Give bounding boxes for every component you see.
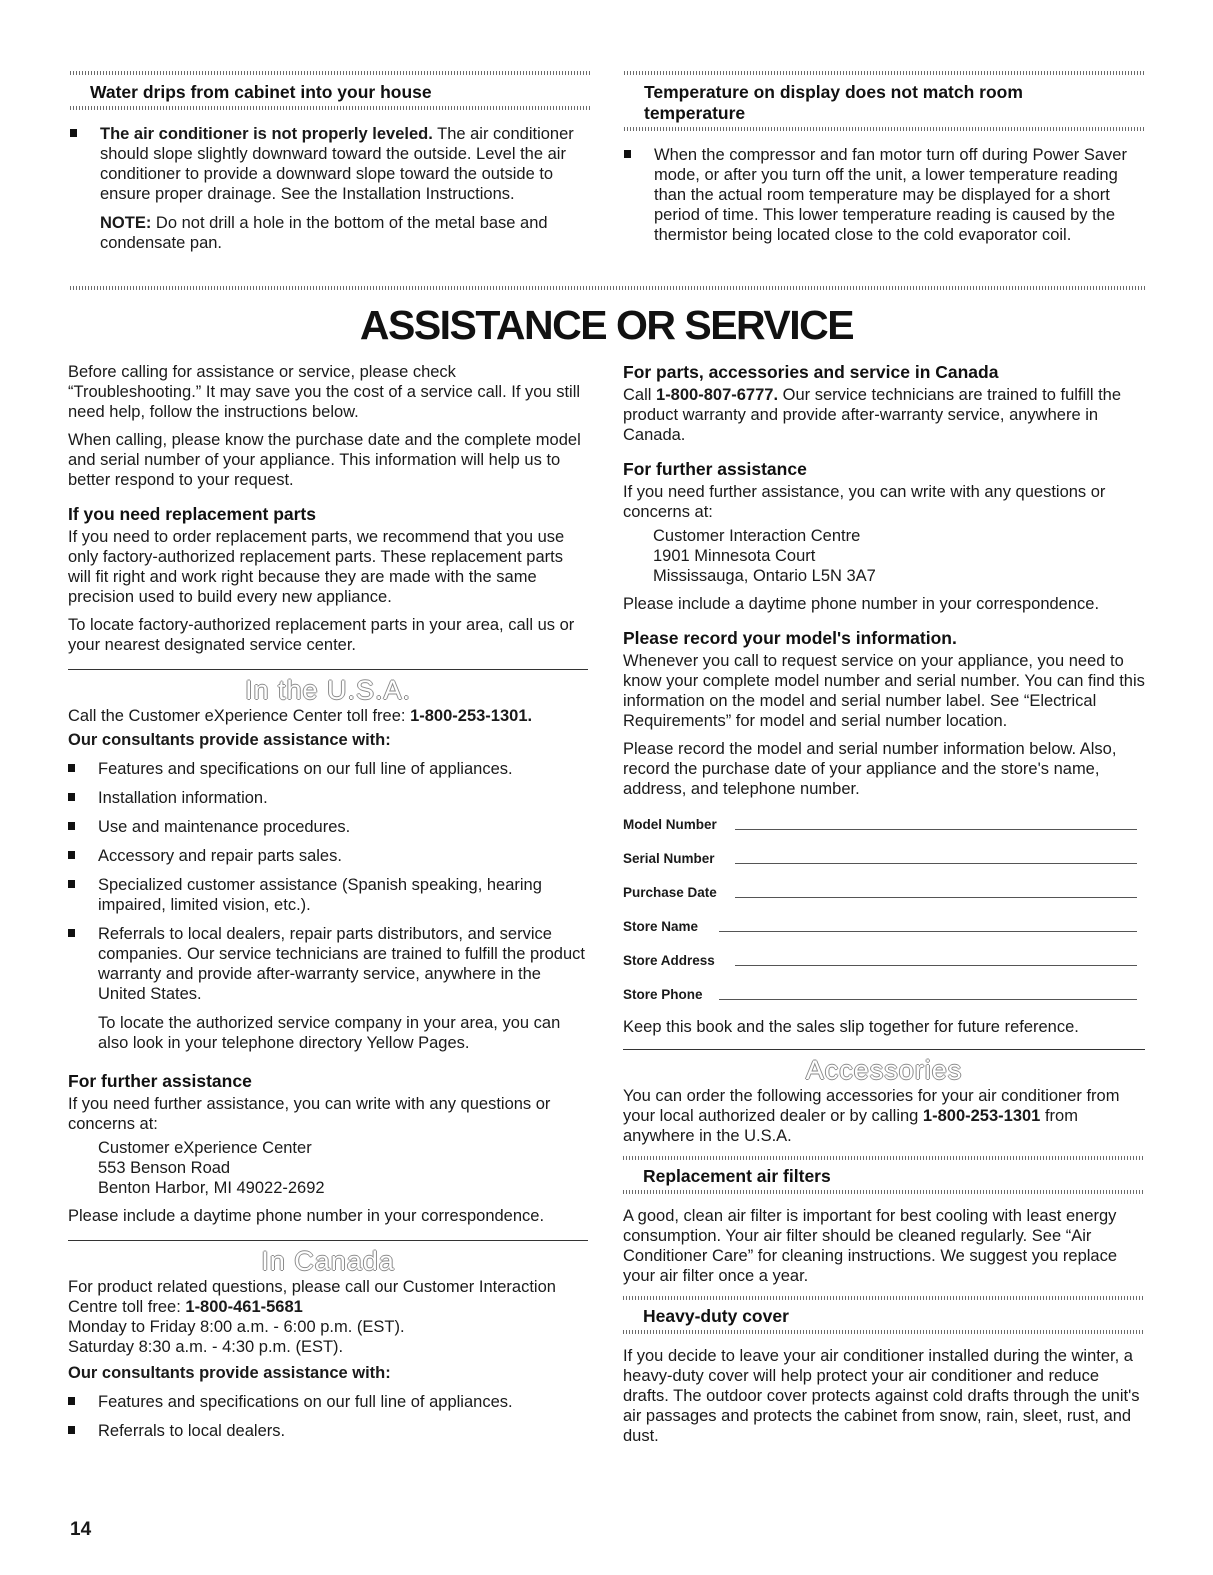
section-heading: Water drips from cabinet into your house <box>90 82 432 102</box>
usa-locate-paragraph: To locate the authorized service company in your area, you can also look in your telephone directory Yellow Pages. <box>98 1014 561 1052</box>
address-line: Customer Interaction Centre <box>653 527 861 545</box>
list-item <box>68 924 588 1004</box>
accessories-divider <box>623 1049 1145 1050</box>
list-item-text: Accessory and repair parts sales. <box>98 847 342 865</box>
list-item-text: Use and maintenance procedures. <box>98 818 351 836</box>
further-assistance-text: If you need further assistance, you can write with any questions or concerns at: <box>68 1095 551 1133</box>
list-item <box>68 759 588 779</box>
intro-paragraph: When calling, please know the purchase date and the complete model and serial number of your appliance. This information will help us to better respond to your request. <box>68 431 581 489</box>
replacement-paragraph: If you need to order replacement parts, we recommend that you use only factory-authorized replacement parts. These replacement parts will fit right and work right because they are made with the same precision used to build every new appliance. <box>68 528 565 606</box>
further-assistance-text: If you need further assistance, you can write with any questions or concerns at: <box>623 483 1106 521</box>
address-line: 553 Benson Road <box>98 1159 231 1177</box>
address-line: Benton Harbor, MI 49022-2692 <box>98 1179 325 1197</box>
top-left-rule <box>70 71 590 75</box>
record-heading: Please record your model's information. <box>623 628 957 648</box>
list-item-text: Referrals to local dealers, repair parts distributors, and service companies. Our service technicians are trained to fulfill the product warranty and provide after-warranty service, anywhere in the United States. <box>98 925 585 1003</box>
purchase-date-field[interactable] <box>623 877 1145 911</box>
accessories-text: You can order the following accessories for your air conditioner from your local authorized dealer or by calling <box>623 1087 1120 1125</box>
list-item-text: Features and specifications on our full line of appliances. <box>98 760 513 778</box>
accessories-text: from anywhere in the U.S.A. <box>623 1107 1078 1145</box>
field-label: Model Number <box>623 817 717 832</box>
phone-note: Please include a daytime phone number in your correspondence. <box>68 1207 545 1225</box>
bullet-icon <box>68 929 75 937</box>
store-address-field[interactable] <box>623 945 1145 979</box>
usa-consultants-heading: Our consultants provide assistance with: <box>68 731 391 749</box>
address-line: Customer eXperience Center <box>98 1139 312 1157</box>
field-line <box>719 931 1137 932</box>
heading-underline <box>623 1190 1145 1194</box>
canada-phone: 1-800-461-5681 <box>185 1298 303 1316</box>
subsection-rule <box>623 1296 1145 1300</box>
filters-heading: Replacement air filters <box>643 1166 831 1186</box>
canada-heading: In Canada <box>261 1246 395 1276</box>
heading-underline <box>624 127 1146 131</box>
page-title: ASSISTANCE OR SERVICE <box>359 302 854 348</box>
top-right-column <box>624 82 1146 254</box>
list-item-text: Specialized customer assistance (Spanish speaking, hearing impaired, limited vision, etc.). <box>98 876 542 914</box>
canada-call-text: For product related questions, please call our Customer Interaction Centre toll free: <box>68 1278 556 1316</box>
field-label: Store Name <box>623 919 699 934</box>
further-assistance-heading: For further assistance <box>623 459 807 479</box>
address-block <box>623 526 1145 586</box>
field-label: Serial Number <box>623 851 715 866</box>
usa-call-text: Call the Customer eXperience Center toll free: <box>68 707 411 725</box>
bullet-icon <box>624 150 631 158</box>
list-item <box>70 124 590 204</box>
cover-heading: Heavy-duty cover <box>643 1306 789 1326</box>
model-number-field[interactable] <box>623 809 1145 843</box>
usa-heading: In the U.S.A. <box>244 675 412 705</box>
list-item <box>68 1392 588 1412</box>
bullet-bold-text: The air conditioner is not properly leveled. <box>100 125 433 143</box>
accessories-phone: 1-800-253-1301 <box>922 1107 1041 1125</box>
list-item-text: Installation information. <box>98 789 268 807</box>
note-label: NOTE: <box>100 214 152 232</box>
field-line <box>719 999 1137 1000</box>
list-item <box>68 817 588 837</box>
canada-parts-phone: 1-800-807-6777. <box>656 386 779 404</box>
record-paragraph: Whenever you call to request service on your appliance, you need to know your complete model number and serial number. You can find this information on the model and serial number label. See “Electrical Requirements” for model and serial number location. <box>623 652 1145 730</box>
usa-divider <box>68 669 588 670</box>
field-label: Purchase Date <box>623 885 717 900</box>
field-line <box>735 829 1137 830</box>
field-label: Store Phone <box>623 987 703 1002</box>
bullet-icon <box>68 764 75 772</box>
canada-consultants-heading: Our consultants provide assistance with: <box>68 1364 391 1382</box>
record-paragraph: Please record the model and serial number information below. Also, record the purchase date of your appliance and the store's name, address, and telephone number. <box>623 740 1117 798</box>
canada-parts-text: Our service technicians are trained to fulfill the product warranty and provide after-warranty service, anywhere in Canada. <box>623 386 1122 444</box>
right-column <box>623 362 1145 1454</box>
canada-parts-call: Call <box>623 386 657 404</box>
canada-hours: Monday to Friday 8:00 a.m. - 6:00 p.m. (EST). <box>68 1318 405 1336</box>
full-width-rule <box>70 286 1146 290</box>
heading-underline <box>623 1330 1145 1334</box>
phone-note: Please include a daytime phone number in your correspondence. <box>623 595 1100 613</box>
store-phone-field[interactable] <box>623 979 1145 1013</box>
canada-hours: Saturday 8:30 a.m. - 4:30 p.m. (EST). <box>68 1338 344 1356</box>
address-block <box>68 1138 588 1198</box>
bullet-icon <box>68 1426 75 1434</box>
list-item-text: Features and specifications on our full line of appliances. <box>98 1393 513 1411</box>
list-item <box>68 846 588 866</box>
page-number: 14 <box>70 1519 92 1540</box>
replacement-paragraph: To locate factory-authorized replacement parts in your area, call us or your nearest designated service center. <box>68 616 575 654</box>
bullet-icon <box>68 793 75 801</box>
serial-number-field[interactable] <box>623 843 1145 877</box>
intro-paragraph: Before calling for assistance or service, please check “Troubleshooting.” It may save you the cost of a service call. If you still need help, follow the instructions below. <box>68 363 581 421</box>
address-line: 1901 Minnesota Court <box>653 547 816 565</box>
field-line <box>735 863 1137 864</box>
list-item <box>68 875 588 915</box>
top-left-column <box>70 82 590 261</box>
bullet-icon <box>70 129 77 137</box>
canada-call-paragraph <box>68 1277 588 1317</box>
subsection-rule <box>623 1156 1145 1160</box>
bullet-icon <box>68 851 75 859</box>
bullet-icon <box>68 822 75 830</box>
list-item <box>68 1421 588 1441</box>
cover-paragraph: If you decide to leave your air conditioner installed during the winter, a heavy-duty cover will help protect your air conditioner and reduce drafts. The outdoor cover protects against cold drafts through the unit's air passages and protects the cabinet from snow, rain, sleet, rust, and dust. <box>623 1347 1140 1445</box>
bullet-text: When the compressor and fan motor turn off during Power Saver mode, or after you turn off the unit, a lower temperature reading than the actual room temperature may be displayed for a short period of time. This lower temperature reading is caused by the thermistor being located close to the cold evaporator coil. <box>654 146 1127 244</box>
canada-parts-heading: For parts, accessories and service in Canada <box>623 362 999 382</box>
top-right-rule <box>624 71 1146 75</box>
canada-divider <box>68 1240 588 1241</box>
usa-phone: 1-800-253-1301. <box>410 707 533 725</box>
note-paragraph <box>70 213 590 253</box>
list-item-text: Referrals to local dealers. <box>98 1422 286 1440</box>
left-column <box>68 362 588 1450</box>
canada-parts-paragraph <box>623 385 1145 445</box>
keep-note: Keep this book and the sales slip together for future reference. <box>623 1018 1079 1036</box>
further-assistance-heading: For further assistance <box>68 1071 252 1091</box>
note-text: Do not drill a hole in the bottom of the metal base and condensate pan. <box>100 214 548 252</box>
section-heading: Temperature on display does not match room temperature <box>644 82 1023 123</box>
list-item <box>68 788 588 808</box>
list-item <box>624 145 1146 245</box>
heading-underline <box>70 106 590 110</box>
accessories-paragraph <box>623 1086 1145 1146</box>
bullet-icon <box>68 880 75 888</box>
field-line <box>735 965 1137 966</box>
filters-paragraph: A good, clean air filter is important for best cooling with least energy consumption. Your air filter should be cleaned regularly. See “Air Conditioner Care” for cleaning instructions. We suggest you replace your air filter once a year. <box>623 1207 1118 1285</box>
field-line <box>735 897 1137 898</box>
bullet-text: The air conditioner should slope slightly downward toward the outside. Level the air conditioner to provide a downward slope toward the outside to ensure proper drainage. See the Installation Instructions. <box>100 125 574 203</box>
replacement-parts-heading: If you need replacement parts <box>68 504 316 524</box>
address-line: Mississauga, Ontario L5N 3A7 <box>653 567 876 585</box>
accessories-heading: Accessories <box>805 1055 963 1085</box>
field-label: Store Address <box>623 953 715 968</box>
usa-call-line <box>68 706 588 726</box>
store-name-field[interactable] <box>623 911 1145 945</box>
bullet-icon <box>68 1397 75 1405</box>
